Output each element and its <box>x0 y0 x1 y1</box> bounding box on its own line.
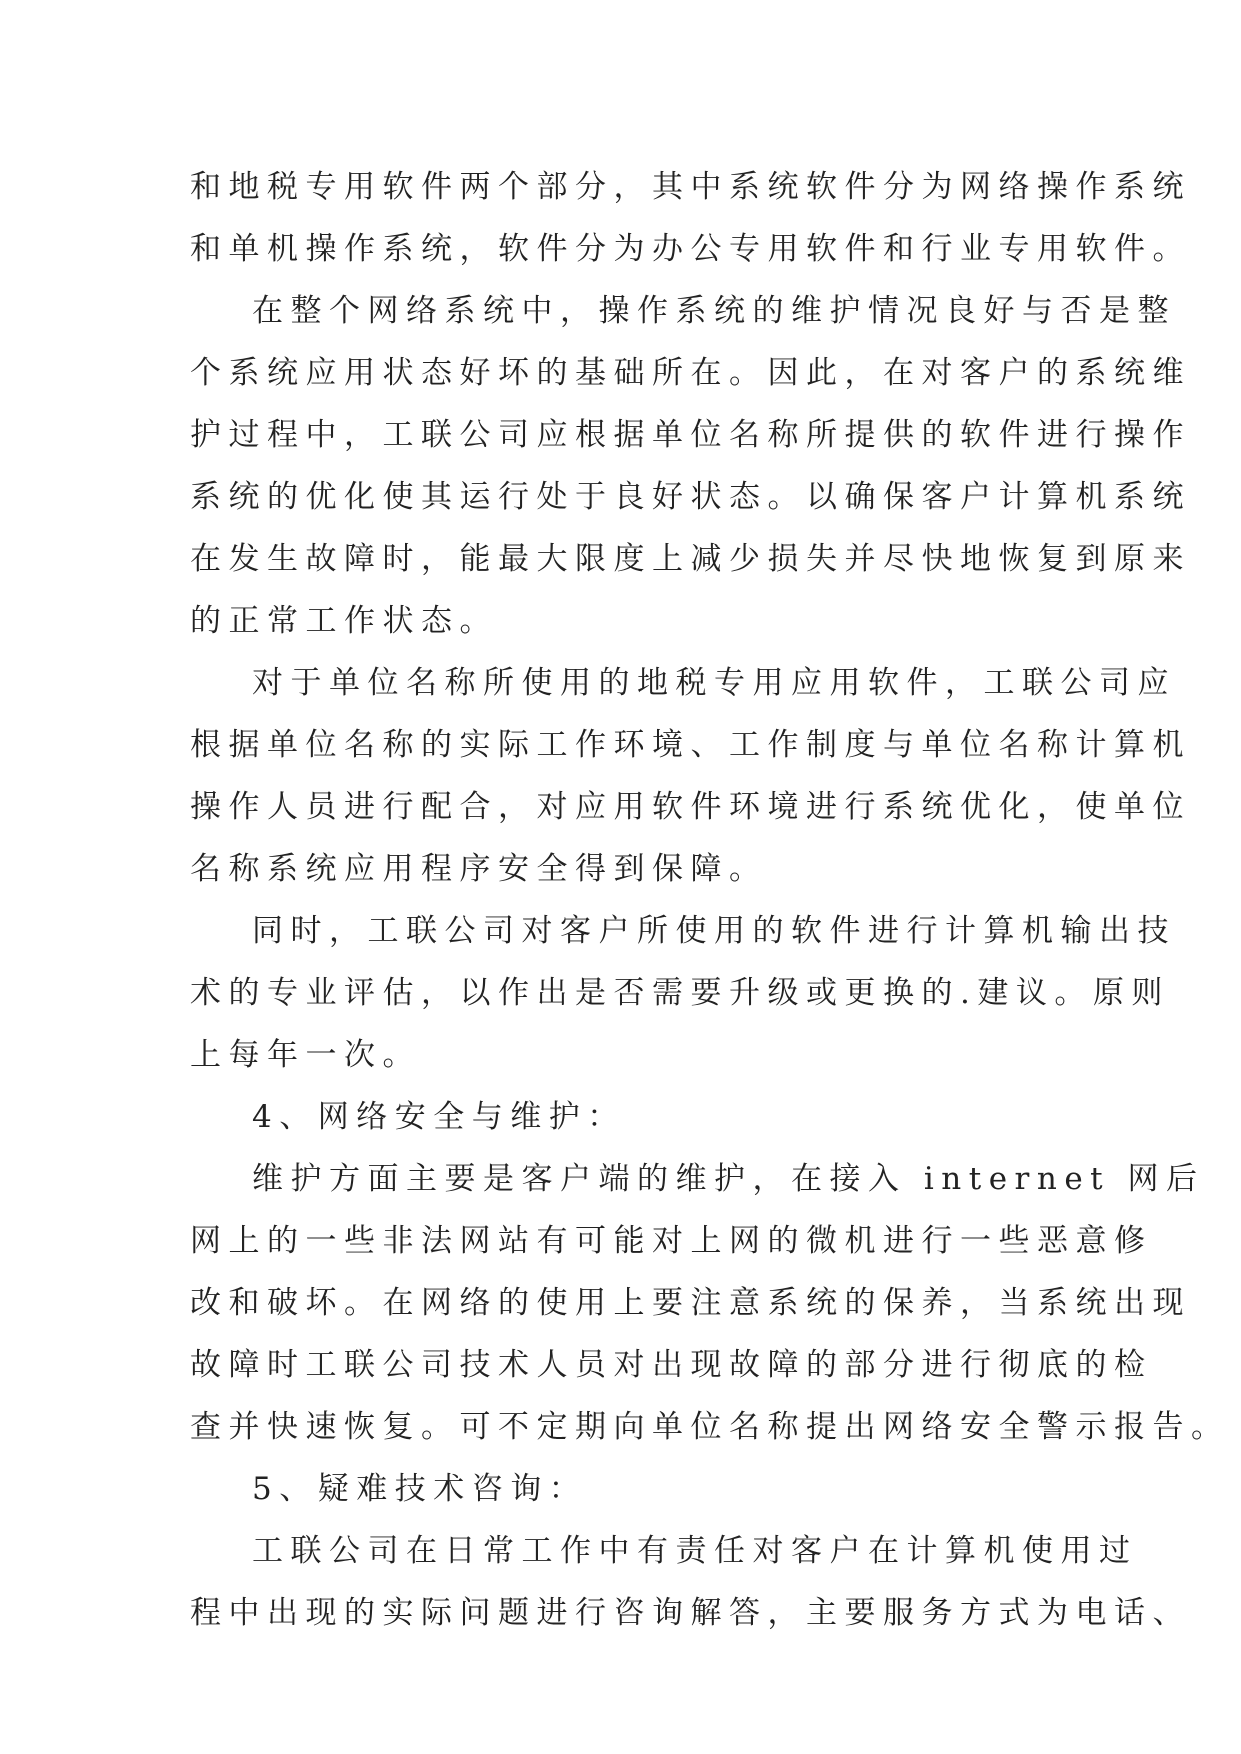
text-line: 系统的优化使其运行处于良好状态。以确保客户计算机系统 <box>190 479 1191 515</box>
text-line: 根据单位名称的实际工作环境、工作制度与单位名称计算机 <box>190 727 1191 763</box>
text-line: 程中出现的实际问题进行咨询解答，主要服务方式为电话、 <box>190 1595 1191 1631</box>
text-line: 护过程中，工联公司应根据单位名称所提供的软件进行操作 <box>190 417 1191 453</box>
text-line: 和地税专用软件两个部分，其中系统软件分为网络操作系统 <box>190 169 1191 205</box>
text-line: 术的专业评估，以作出是否需要升级或更换的.建议。原则 <box>190 975 1170 1011</box>
text-line: 上每年一次。 <box>190 1037 421 1073</box>
text-line: 查并快速恢复。可不定期向单位名称提出网络安全警示报告。 <box>190 1409 1230 1445</box>
paragraph-start-line: 维护方面主要是客户端的维护，在接入 internet 网后 <box>252 1161 1205 1197</box>
paragraph-start-line: 工联公司在日常工作中有责任对客户在计算机使用过 <box>252 1533 1138 1569</box>
paragraph-start-line: 在整个网络系统中，操作系统的维护情况良好与否是整 <box>252 293 1176 329</box>
document-body <box>190 156 1230 1644</box>
text-line: 网上的一些非法网站有可能对上网的微机进行一些恶意修 <box>190 1223 1153 1259</box>
section-heading: 5、疑难技术咨询： <box>252 1471 588 1507</box>
text-line: 在发生故障时，能最大限度上减少损失并尽快地恢复到原来 <box>190 541 1191 577</box>
text-line: 操作人员进行配合，对应用软件环境进行系统优化，使单位 <box>190 789 1191 825</box>
text-line: 个系统应用状态好坏的基础所在。因此，在对客户的系统维 <box>190 355 1191 391</box>
text-line: 故障时工联公司技术人员对出现故障的部分进行彻底的检 <box>190 1347 1153 1383</box>
text-line: 的正常工作状态。 <box>190 603 498 639</box>
paragraph-start-line: 同时，工联公司对客户所使用的软件进行计算机输出技 <box>252 913 1176 949</box>
text-line: 名称系统应用程序安全得到保障。 <box>190 851 768 887</box>
text-line: 改和破坏。在网络的使用上要注意系统的保养，当系统出现 <box>190 1285 1191 1321</box>
text-line: 和单机操作系统，软件分为办公专用软件和行业专用软件。 <box>190 231 1191 267</box>
section-heading: 4、网络安全与维护： <box>252 1099 626 1135</box>
paragraph-start-line: 对于单位名称所使用的地税专用应用软件，工联公司应 <box>252 665 1176 701</box>
